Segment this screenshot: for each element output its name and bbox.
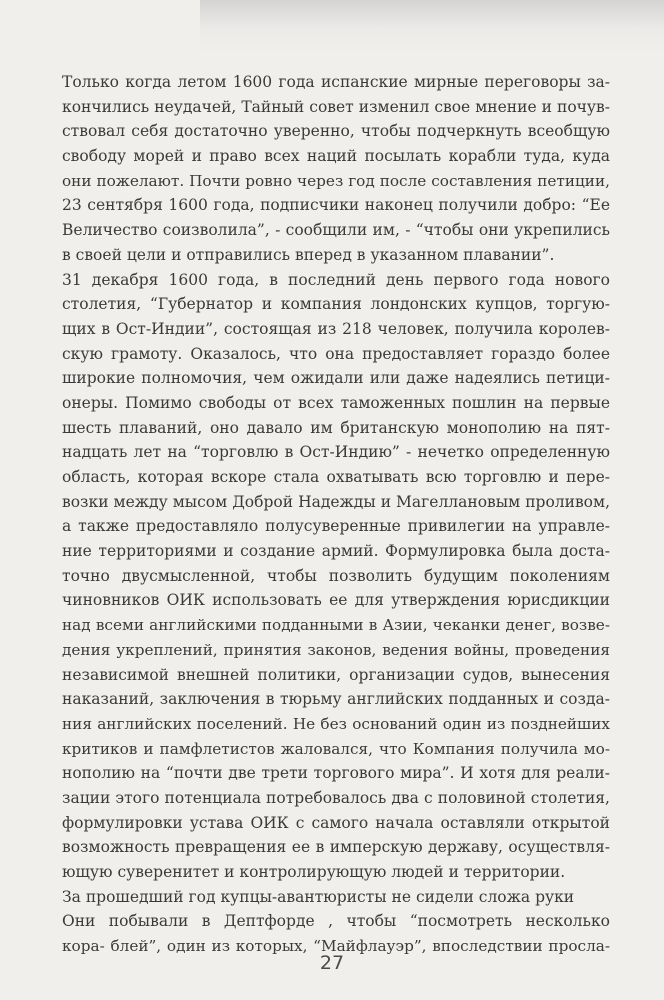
text-line: кончились неудачей, Тайный совет изменил свое мнение и почув- bbox=[62, 97, 610, 116]
text-line: онеры. Помимо свободы от всех таможенных пошлин на первые bbox=[62, 393, 610, 412]
body-text bbox=[62, 70, 610, 959]
text-line: широкие полномочия, чем ожидали или даже надеялись петици- bbox=[62, 369, 610, 388]
text-line: Величество соизволила”, - сообщили им, - “чтобы они укрепились bbox=[62, 221, 610, 240]
text-line: 31 декабря 1600 года, в последний день первого года нового bbox=[62, 270, 610, 289]
text-line: в своей цели и отправились вперед в указанном плавании”. bbox=[62, 245, 555, 264]
text-line: ствовал себя достаточно уверенно, чтобы подчеркнуть всеобщую bbox=[62, 122, 610, 141]
text-line: формулировки устава ОИК с самого начала оставляли открытой bbox=[62, 813, 610, 832]
text-line: 23 сентября 1600 года, подписчики наконец получили добро: “Ее bbox=[62, 196, 610, 215]
text-line: столетия, “Губернатор и компания лондонских купцов, торгую- bbox=[62, 295, 610, 314]
text-line: возможность превращения ее в имперскую державу, осуществля- bbox=[62, 838, 610, 857]
text-line: точно двусмысленной, чтобы позволить будущим поколениям bbox=[62, 566, 610, 585]
text-line: Только когда летом 1600 года испанские мирные переговоры за- bbox=[62, 73, 610, 91]
text-line: они пожелают. Почти ровно через год после составления петиции, bbox=[62, 171, 610, 190]
text-line: За прошедший год купцы-авантюристы не сидели сложа руки bbox=[62, 887, 575, 906]
text-line: скую грамоту. Оказалось, что она предоставляет гораздо более bbox=[62, 344, 610, 363]
text-line: критиков и памфлетистов жаловался, что Компания получила мо- bbox=[62, 739, 610, 758]
text-line: ния английских поселений. Не без оснований один из позднейших bbox=[62, 714, 610, 733]
text-line: зации этого потенциала потребовалось два с половиной столетия, bbox=[62, 788, 610, 807]
text-line: свободу морей и право всех наций посылать корабли туда, куда bbox=[62, 147, 610, 166]
text-line: а также предоставляло полусуверенные привилегии на управле- bbox=[62, 517, 610, 536]
text-line: чиновников ОИК использовать ее для утверждения юрисдикции bbox=[62, 591, 610, 610]
text-line: над всеми английскими подданными в Азии, чеканки денег, возве- bbox=[62, 616, 610, 635]
text-line: Они побывали в Дептфорде , чтобы “посмотреть несколько bbox=[62, 912, 610, 931]
text-line: область, которая вскоре стала охватывать всю торговлю и пере- bbox=[62, 468, 610, 486]
text-line: независимой внешней политики, организации судов, вынесения bbox=[62, 665, 610, 684]
text-line: дения укреплений, принятия законов, ведения войны, проведения bbox=[62, 640, 610, 659]
text-line: ющую суверенитет и контролирующую людей и территории. bbox=[62, 863, 566, 881]
text-line: наказаний, заключения в тюрьму английских подданных и созда- bbox=[62, 690, 610, 709]
text-line: нополию на “почти две трети торгового мира”. И хотя для реали- bbox=[62, 764, 610, 783]
text-line: надцать лет на “торговлю в Ост-Индию” - нечетко определенную bbox=[62, 443, 610, 462]
text-line: возки между мысом Доброй Надежды и Магеллановым проливом, bbox=[62, 492, 610, 511]
text-line: ние территориями и создание армий. Формулировка была доста- bbox=[62, 542, 610, 561]
text-line: шесть плаваний, оно давало им британскую монополию на пят- bbox=[62, 418, 610, 437]
page-number: 27 bbox=[319, 952, 345, 974]
text-line: кора- блей”, один из которых, “Майфлауэр”, впоследствии просла- bbox=[62, 937, 610, 956]
scan-shadow bbox=[200, 0, 664, 52]
text-line: щих в Ост-Индии”, состоящая из 218 человек, получила королев- bbox=[62, 319, 610, 338]
